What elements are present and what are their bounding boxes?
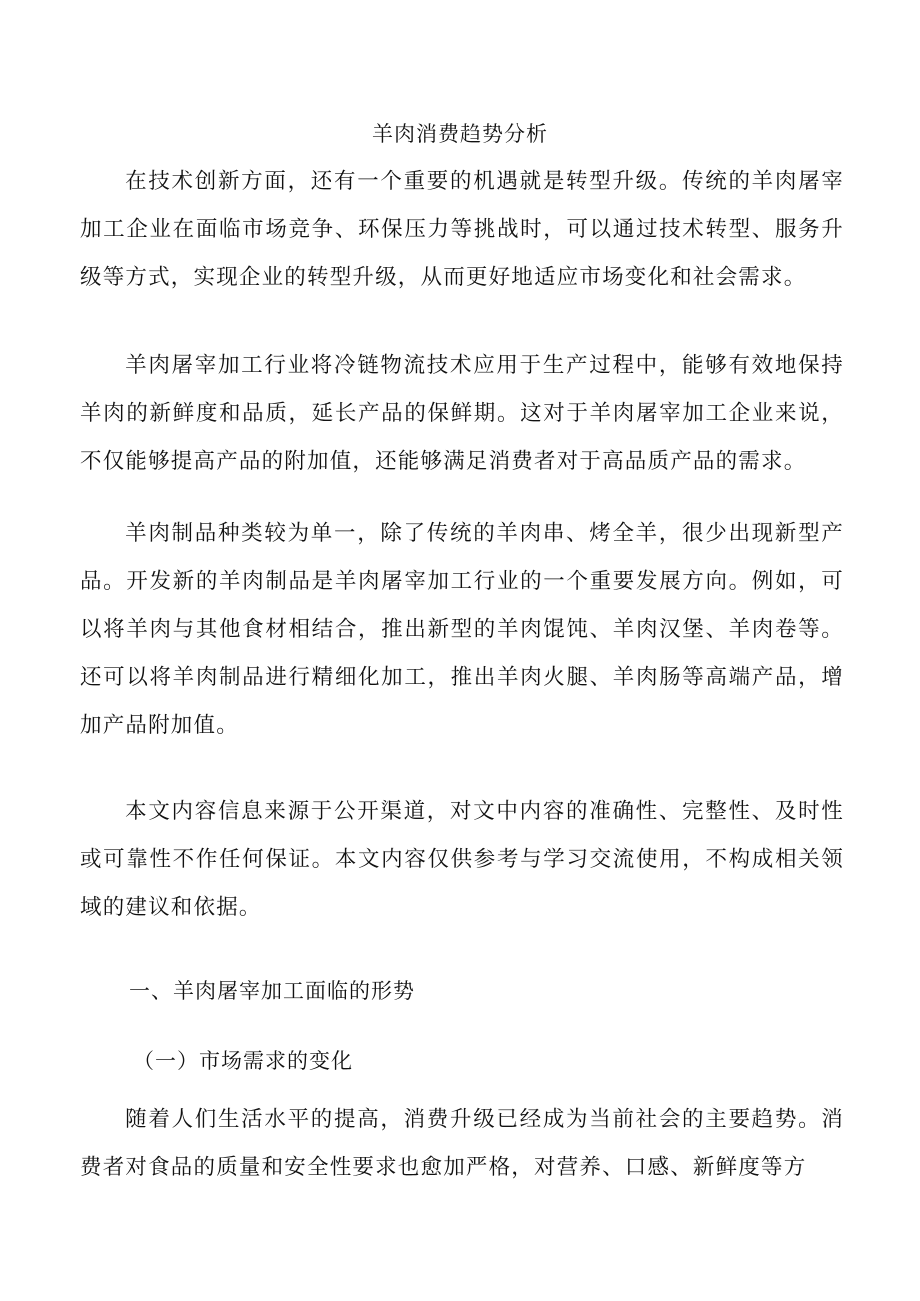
paragraph-2: 羊肉屠宰加工行业将冷链物流技术应用于生产过程中，能够有效地保持羊肉的新鲜度和品质，延长产品的保鲜期。这对于羊肉屠宰加工企业来说，不仅能够提高产品的附加值，还能够满足消费者对于高品质产品的需求。	[80, 353, 844, 474]
subsection-heading: （一）市场需求的变化	[133, 1049, 353, 1073]
paragraph-5: 随着人们生活水平的提高，消费升级已经成为当前社会的主要趋势。消费者对食品的质量和安全性要求也愈加严格，对营养、口感、新鲜度等方	[80, 1107, 844, 1180]
section-heading: 一、羊肉屠宰加工面临的形势	[129, 979, 415, 1003]
document-title: 羊肉消费趋势分析	[372, 122, 548, 146]
paragraph-1: 在技术创新方面，还有一个重要的机遇就是转型升级。传统的羊肉屠宰加工企业在面临市场竞争、环保压力等挑战时，可以通过技术转型、服务升级等方式，实现企业的转型升级，从而更好地适应市场变化和社会需求。	[80, 169, 844, 290]
paragraph-4: 本文内容信息来源于公开渠道，对文中内容的准确性、完整性、及时性或可靠性不作任何保证。本文内容仅供参考与学习交流使用，不构成相关领域的建议和依据。	[80, 799, 844, 920]
paragraph-3: 羊肉制品种类较为单一，除了传统的羊肉串、烤全羊，很少出现新型产品。开发新的羊肉制品是羊肉屠宰加工行业的一个重要发展方向。例如，可以将羊肉与其他食材相结合，推出新型的羊肉馄饨、羊肉汉堡、羊肉卷等。还可以将羊肉制品进行精细化加工，推出羊肉火腿、羊肉肠等高端产品，增加产品附加值。	[80, 521, 844, 738]
